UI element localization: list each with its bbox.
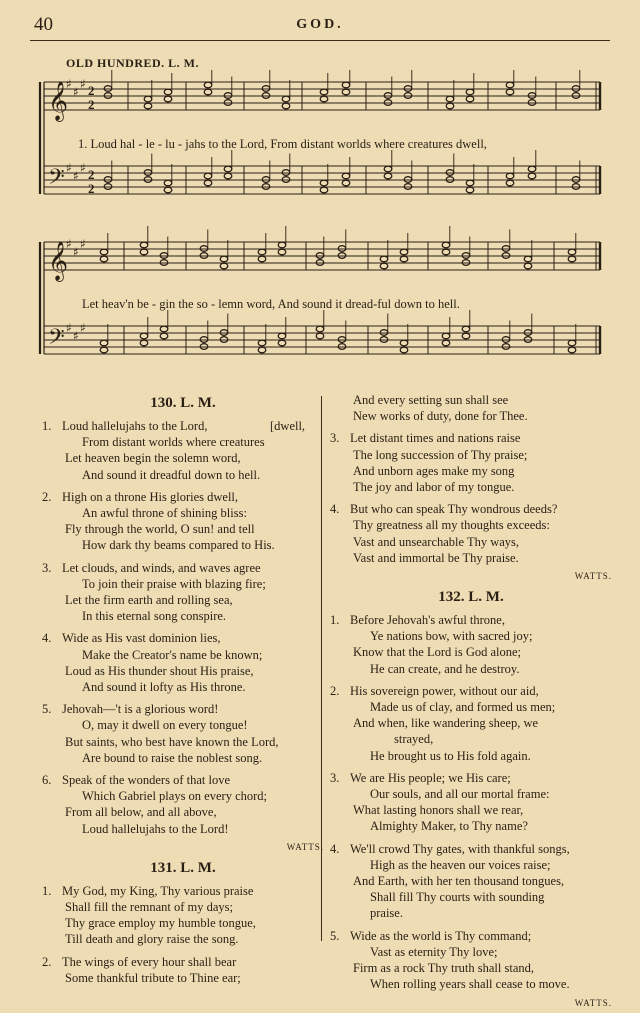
treble-clef-icon: 𝄞 [48,241,69,281]
hymn-132-verse-2: 2. His sovereign power, without our aid, Made us of clay, and formed us men; And when, like wandering sheep, we strayed, He brought us to His fold again. [330,683,556,763]
note-head [282,170,290,176]
note-head [316,253,324,259]
note-head [262,184,270,190]
note-head [160,326,168,332]
note-head [200,337,208,343]
note-head [462,253,470,259]
note-head [320,187,328,193]
note-head [404,184,412,190]
note-head [528,166,536,172]
bass-clef-icon: 𝄢 [48,325,65,355]
note-head [220,263,228,269]
note-head [446,170,454,176]
hymn-130-heading: 130. L. M. [150,395,216,411]
note-head [316,326,324,332]
note-head [338,344,346,350]
note-head [220,337,228,343]
note-head [462,260,470,266]
note-head [524,263,532,269]
note-head [278,249,286,255]
note-head [220,256,228,262]
sharp-icon: ♯ [80,77,86,91]
note-head [160,260,168,266]
note-head [442,242,450,248]
note-head [338,337,346,343]
tune-title: OLD HUNDRED. L. M. [66,56,200,70]
hymn-130-verse-2: 2. High on a throne His glories dwell, An awful throne of shining bliss: Fly through the world, O sun! and tell How dark thy beams compared to His. [42,489,275,553]
running-head: GOD. [296,17,344,32]
note-head [384,166,392,172]
hymn-132-author: WATTS. [574,997,612,1008]
note-head [528,173,536,179]
note-head [524,256,532,262]
note-head [506,173,514,179]
column-divider [321,396,322,941]
hymn-130-verse-1: 1. Loud hallelujahs to the Lord, [dwell, From distant worlds where creatures Let heaven begin the solemn word, And sound it dreadful down to hell. [42,419,306,482]
sharp-icon: ♯ [66,77,72,91]
note-head [506,180,514,186]
note-head [320,96,328,102]
hymn-131-verse-2: 2. The wings of every hour shall bear Some thankful tribute to Thine ear; [42,954,241,985]
note-head [224,93,232,99]
sharp-icon: ♯ [73,245,79,259]
note-head [200,246,208,252]
note-head [140,340,148,346]
hymn-132-verse-4: 4. We'll crowd Thy gates, with thankful songs, High as the heaven our voices raise; And Earth, with her ten thousand tongues, Shall fill Thy courts with sounding praise. [330,841,570,921]
note-head [164,187,172,193]
hymn-130-verse-4: 4. Wide as His vast dominion lies, Make the Creator's name be known; Loud as His thunder shout His praise, And sound it lofty as His throne. [42,631,263,695]
note-head [572,184,580,190]
note-head [502,246,510,252]
note-head [204,180,212,186]
note-head [446,96,454,102]
hymn-132-verse-5: 5. Wide as the world is Thy command; Vast as eternity Thy love; Firm as a rock Thy truth shall stand, When rolling years shall cease to move. [330,928,570,992]
hymn-130-verse-5: 5. Jehovah—'t is a glorious word! O, may it dwell on every tongue! But saints, who best have known the Lord, Are bound to raise the noblest song. [42,702,279,765]
note-head [400,347,408,353]
note-head [258,340,266,346]
hymn-131-author: WATTS. [574,571,612,582]
hymn-130-verse-6: 6. Speak of the wonders of that love Which Gabriel plays on every chord; From all below, and all above, Loud hallelujahs to the Lord! [42,773,268,836]
note-head [144,170,152,176]
note-head [528,100,536,106]
note-head [160,333,168,339]
note-head [338,246,346,252]
note-head [316,260,324,266]
note-head [160,253,168,259]
note-head [262,86,270,92]
time-signature: 2 [88,97,95,112]
sharp-icon: ♯ [73,85,79,99]
note-head [446,177,454,183]
lyrics-line-2: Let heav'n be - gin the so - lemn word, And sound it dread-ful down to hell. [82,297,460,311]
note-head [466,180,474,186]
note-head [204,89,212,95]
note-head [502,253,510,259]
note-head [282,177,290,183]
note-head [442,340,450,346]
note-head [224,100,232,106]
note-head [568,256,576,262]
note-head [140,249,148,255]
note-head [404,177,412,183]
note-head [466,187,474,193]
page-number: 40 [34,14,53,35]
note-head [104,93,112,99]
note-head [342,173,350,179]
page-header [34,14,606,38]
note-head [262,93,270,99]
note-head [224,166,232,172]
note-head [466,89,474,95]
sharp-icon: ♯ [73,169,79,183]
note-head [204,173,212,179]
note-head [140,242,148,248]
note-head [200,344,208,350]
note-head [104,177,112,183]
hymn-131-verse-4: 4. But who can speak Thy wondrous deeds? Thy greatness all my thoughts exceeds: Vast and unsearchable Thy ways, Vast and immortal be Thy praise. [330,502,558,565]
note-head [524,337,532,343]
note-head [200,253,208,259]
note-head [144,177,152,183]
note-head [100,256,108,262]
note-head [100,340,108,346]
note-head [446,103,454,109]
note-head [384,173,392,179]
note-head [320,180,328,186]
note-head [380,263,388,269]
note-head [400,249,408,255]
sharp-icon: ♯ [80,237,86,251]
note-head [258,347,266,353]
note-head [278,242,286,248]
note-head [342,82,350,88]
bass-clef-icon: 𝄢 [48,165,65,195]
music-score [36,70,608,380]
note-head [442,333,450,339]
hymn-132-verse-1: 1. Before Jehovah's awful throne, Ye nations bow, with sacred joy; Know that the Lord is God alone; He can create, and he destroy. [330,613,533,676]
sharp-icon: ♯ [80,321,86,335]
sharp-icon: ♯ [66,321,72,335]
note-head [506,82,514,88]
note-head [282,96,290,102]
note-head [100,249,108,255]
note-head [164,96,172,102]
note-head [258,256,266,262]
sharp-icon: ♯ [73,329,79,343]
note-head [568,249,576,255]
sharp-icon: ♯ [66,237,72,251]
note-head [568,347,576,353]
note-head [164,89,172,95]
hymn-131-heading: 131. L. M. [150,859,216,876]
note-head [400,340,408,346]
note-head [568,340,576,346]
lyrics-line-1: 1. Loud hal - le - lu - jahs to the Lord, From distant worlds where creatures dwell, [78,137,487,151]
note-head [442,249,450,255]
note-head [502,344,510,350]
note-head [278,333,286,339]
sharp-icon: ♯ [80,161,86,175]
note-head [316,333,324,339]
note-head [384,100,392,106]
note-head [380,330,388,336]
note-head [164,180,172,186]
note-head [380,256,388,262]
note-head [262,177,270,183]
note-head [400,256,408,262]
note-head [278,340,286,346]
note-head [380,337,388,343]
note-head [140,333,148,339]
hymn-131-verse-2-cont: And every setting sun shall see New works of duty, done for Thee. [353,393,528,424]
hymn-132-heading: 132. L. M. [438,589,504,606]
note-head [404,93,412,99]
note-head [144,103,152,109]
header-rule [30,40,610,41]
note-head [462,333,470,339]
note-head [506,89,514,95]
time-signature: 2 [88,181,95,196]
right-column [330,392,612,1013]
note-head [338,253,346,259]
note-head [572,86,580,92]
note-head [466,96,474,102]
score-notation [40,70,600,355]
note-head [572,177,580,183]
note-head [104,184,112,190]
hymn-131-verse-3: 3. Let distant times and nations raise The long succession of Thy praise; And unborn ages make my song The joy and labor of my tongue. [330,431,528,495]
note-head [502,337,510,343]
note-head [204,82,212,88]
note-head [404,86,412,92]
treble-clef-icon: 𝄞 [48,81,69,121]
note-head [100,347,108,353]
hymn-131-verse-1: 1. My God, my King, Thy various praise Shall fill the remnant of my days; Thy grace employ my humble tongue, Till death and glory raise the song. [42,883,256,947]
hymn-130-author: WATTS. [286,841,324,852]
note-head [258,249,266,255]
sharp-icon: ♯ [66,161,72,175]
time-signature: 2 [88,167,95,182]
note-head [282,103,290,109]
note-head [572,93,580,99]
note-head [342,180,350,186]
note-head [320,89,328,95]
note-head [342,89,350,95]
note-head [220,330,228,336]
note-head [384,93,392,99]
note-head [224,173,232,179]
note-head [462,326,470,332]
note-head [104,86,112,92]
hymn-130-verse-3: 3. Let clouds, and winds, and waves agree To join their praise with blazing fire; Let the firm earth and rolling sea, In this eternal song conspire. [42,560,266,624]
left-column [42,392,324,992]
note-head [524,330,532,336]
note-head [144,96,152,102]
hymn-132-verse-3: 3. We are His people; we His care; Our souls, and all our mortal frame: What lasting honors shall we rear, Almighty Maker, to Thy name? [330,770,550,834]
time-signature: 2 [88,83,95,98]
note-head [528,93,536,99]
